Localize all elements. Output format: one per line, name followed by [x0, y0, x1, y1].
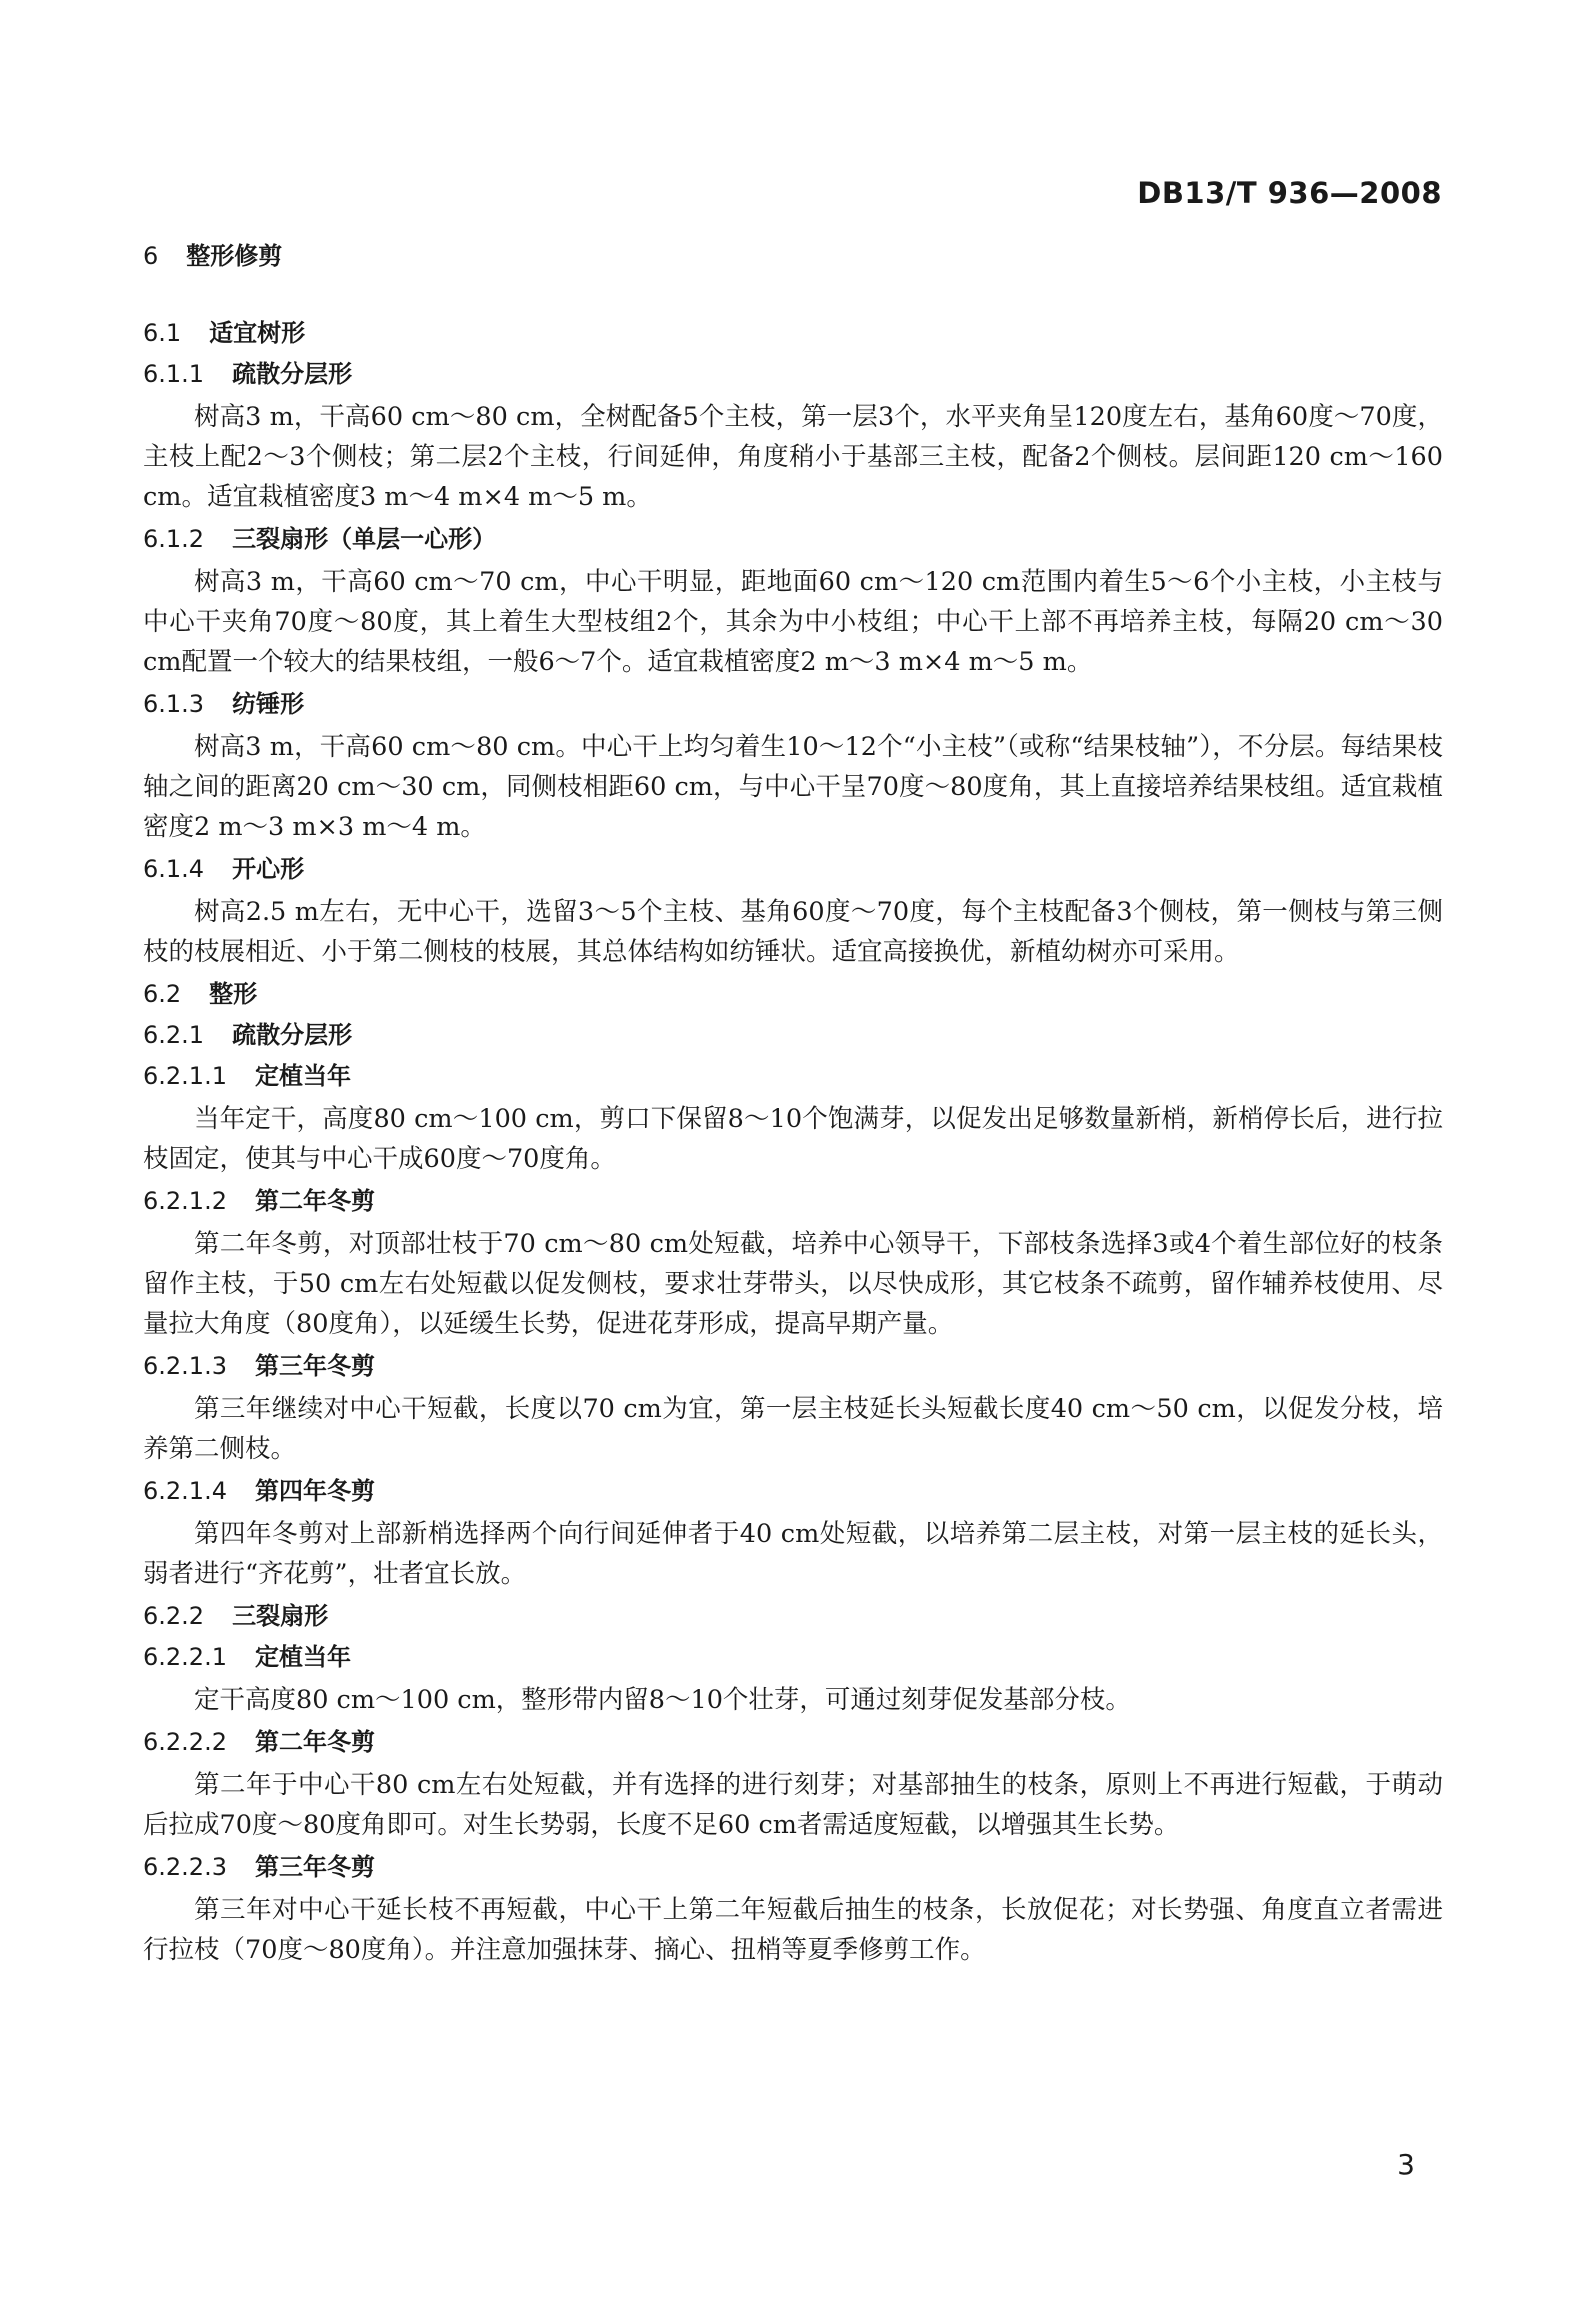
heading-6-2-1 [143, 1017, 1443, 1054]
paragraph-6-2-1-4: 第四年冬剪对上部新梢选择两个向行间延伸者于40 cm处短截，以培养第二层主枝，对第一层主枝的延长头，弱者进行“齐花剪”，壮者宜长放。 [143, 1519, 1443, 1589]
heading-6-2-2 [143, 1598, 1443, 1635]
heading-number: 6.1.2 [143, 525, 205, 553]
heading-title: 整形修剪 [186, 242, 283, 270]
heading-title: 纺锤形 [232, 690, 305, 718]
heading-number: 6.2.1 [143, 1021, 205, 1049]
heading-6-1-1 [143, 356, 1443, 393]
paragraph-6-2-2-2: 第二年于中心干80 cm左右处短截，并有选择的进行刻芽；对基部抽生的枝条，原则上不再进行短截，于萌动后拉成70度～80度角即可。对生长势弱，长度不足60 cm者需适度短截，以增强其生长势。 [143, 1770, 1443, 1840]
paragraph-6-2-2-3: 第三年对中心干延长枝不再短截，中心干上第二年短截后抽生的枝条，长放促花；对长势强、角度直立者需进行拉枝（70度～80度角）。并注意加强抹芽、摘心、扭梢等夏季修剪工作。 [143, 1895, 1443, 1965]
heading-title: 疏散分层形 [232, 360, 353, 388]
heading-number: 6.1.4 [143, 855, 205, 883]
heading-6-2-1-2 [143, 1183, 1443, 1220]
heading-6-1-4 [143, 851, 1443, 888]
heading-title: 疏散分层形 [232, 1021, 353, 1049]
heading-number: 6.2.2.3 [143, 1853, 227, 1881]
paragraph-6-1-4: 树高2.5 m左右，无中心干，选留3～5个主枝、基角60度～70度，每个主枝配备3个侧枝，第一侧枝与第三侧枝的枝展相近、小于第二侧枝的枝展，其总体结构如纺锤状。适宜高接换优，新植幼树亦可采用。 [143, 897, 1443, 967]
heading-number: 6.2.2.2 [143, 1728, 227, 1756]
heading-6-1-3 [143, 686, 1443, 723]
heading-6-1 [143, 315, 1443, 352]
heading-6-2-1-3 [143, 1348, 1443, 1385]
heading-number: 6 [143, 242, 159, 270]
page-number: 3 [1397, 2148, 1415, 2181]
heading-title: 开心形 [232, 855, 305, 883]
heading-number: 6.1 [143, 319, 182, 347]
heading-title: 整形 [209, 980, 258, 1008]
heading-title: 第四年冬剪 [254, 1477, 375, 1505]
heading-title: 三裂扇形（单层一心形） [232, 525, 497, 553]
heading-number: 6.2.1.3 [143, 1352, 227, 1380]
heading-number: 6.2 [143, 980, 182, 1008]
heading-number: 6.2.1.1 [143, 1062, 227, 1090]
heading-6-2-2-1 [143, 1639, 1443, 1676]
heading-title: 三裂扇形 [232, 1602, 329, 1630]
heading-title: 第三年冬剪 [254, 1853, 375, 1881]
heading-title: 定植当年 [254, 1062, 351, 1090]
heading-title: 第三年冬剪 [254, 1352, 375, 1380]
heading-6-2 [143, 976, 1443, 1013]
heading-number: 6.2.2.1 [143, 1643, 227, 1671]
heading-number: 6.2.2 [143, 1602, 205, 1630]
heading-6-2-1-4 [143, 1473, 1443, 1510]
heading-number: 6.2.1.4 [143, 1477, 227, 1505]
paragraph-6-1-3: 树高3 m，干高60 cm～80 cm。中心干上均匀着生10～12个“小主枝”（或称“结果枝轴”），不分层。每结果枝轴之间的距离20 cm～30 cm，同侧枝相距60 cm，与中心干呈70度～80度角，其上直接培养结果枝组。适宜栽植密度2 m～3 m×3 m～4 m。 [143, 732, 1443, 842]
heading-title: 定植当年 [254, 1643, 351, 1671]
heading-number: 6.2.1.2 [143, 1187, 227, 1215]
document-body [143, 238, 1443, 1974]
paragraph-6-1-2: 树高3 m，干高60 cm～70 cm，中心干明显，距地面60 cm～120 cm范围内着生5～6个小主枝，小主枝与中心干夹角70度～80度，其上着生大型枝组2个，其余为中小枝组；中心干上部不再培养主枝，每隔20 cm～30 cm配置一个较大的结果枝组，一般6～7个。适宜栽植密度2 m～3 m×4 m～5 m。 [143, 567, 1443, 677]
heading-title: 适宜树形 [209, 319, 306, 347]
section-heading-6 [143, 238, 1443, 275]
heading-title: 第二年冬剪 [254, 1728, 375, 1756]
standard-code: DB13/T 936—2008 [1137, 176, 1442, 210]
paragraph-6-2-1-1: 当年定干，高度80 cm～100 cm，剪口下保留8～10个饱满芽，以促发出足够数量新梢，新梢停长后，进行拉枝固定，使其与中心干成60度～70度角。 [143, 1104, 1443, 1174]
heading-6-2-2-2 [143, 1724, 1443, 1761]
heading-6-2-1-1 [143, 1058, 1443, 1095]
paragraph-6-2-2-1: 定干高度80 cm～100 cm，整形带内留8～10个壮芽，可通过刻芽促发基部分枝。 [194, 1685, 1131, 1715]
heading-6-1-2 [143, 521, 1443, 558]
heading-6-2-2-3 [143, 1849, 1443, 1886]
paragraph-6-2-1-3: 第三年继续对中心干短截，长度以70 cm为宜，第一层主枝延长头短截长度40 cm～50 cm，以促发分枝，培养第二侧枝。 [143, 1394, 1443, 1464]
paragraph-6-1-1: 树高3 m，干高60 cm～80 cm，全树配备5个主枝，第一层3个，水平夹角呈120度左右，基角60度～70度，主枝上配2～3个侧枝；第二层2个主枝，行间延伸，角度稍小于基部三主枝，配备2个侧枝。层间距120 cm～160 cm。适宜栽植密度3 m～4 m×4 m～5 m。 [143, 402, 1443, 512]
heading-number: 6.1.3 [143, 690, 205, 718]
heading-title: 第二年冬剪 [254, 1187, 375, 1215]
paragraph-6-2-1-2: 第二年冬剪，对顶部壮枝于70 cm～80 cm处短截，培养中心领导干，下部枝条选择3或4个着生部位好的枝条留作主枝，于50 cm左右处短截以促发侧枝，要求壮芽带头，以尽快成形，其它枝条不疏剪，留作辅养枝使用、尽量拉大角度（80度角），以延缓生长势，促进花芽形成，提高早期产量。 [143, 1229, 1443, 1339]
heading-number: 6.1.1 [143, 360, 205, 388]
